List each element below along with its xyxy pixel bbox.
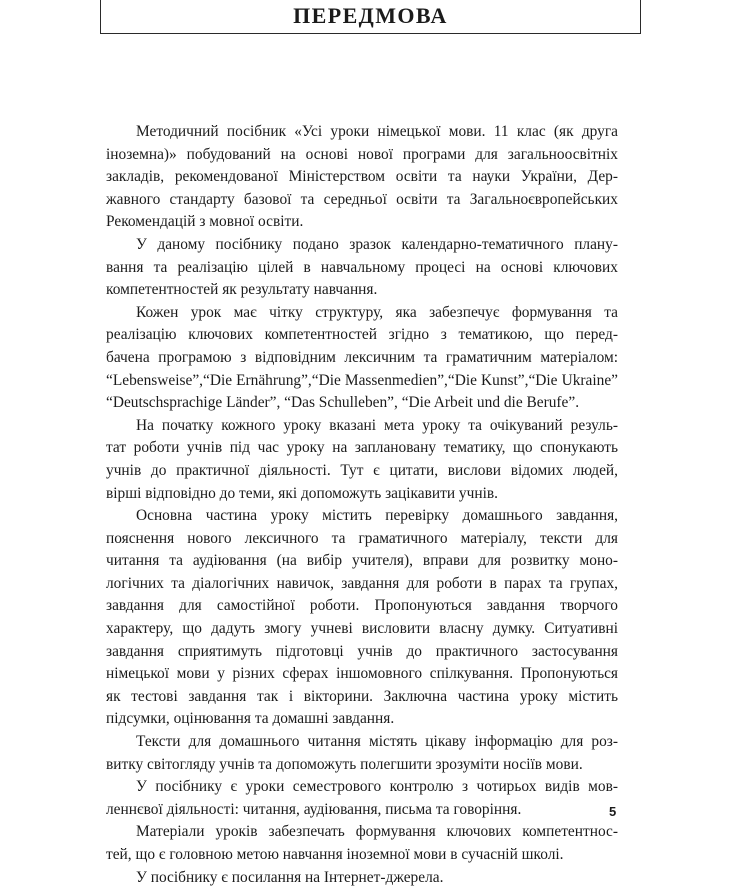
- paragraph: [106, 821, 618, 866]
- paragraph-line: завдання для самостійної роботи. Пропонуються завдання творчого: [106, 597, 618, 615]
- body-text: [106, 121, 618, 889]
- paragraph: [106, 867, 618, 889]
- page-title: ПЕРЕДМОВА: [293, 3, 448, 28]
- paragraph: [106, 234, 618, 302]
- paragraph-line: вірші відповідно до теми, які допоможуть зацікавити учнів.: [106, 484, 498, 502]
- paragraph-line: логічних та діалогічних навичок, завдання для роботи в парах та групах,: [106, 574, 618, 592]
- paragraph-line: У даному посібнику подано зразок календарно-тематичного плану-: [136, 235, 618, 253]
- paragraph: [106, 121, 618, 234]
- paragraph-line: завдання сприятимуть підготовці учнів до практичного застосування: [106, 642, 618, 660]
- paragraph: [106, 776, 618, 821]
- paragraph-line: “Deutschsprachige Länder”, “Das Schulleben”, “Die Arbeit und die Berufe”.: [106, 394, 580, 412]
- paragraph-line: Методичний посібник «Усі уроки німецької мови. 11 клас (як друга: [136, 123, 618, 140]
- paragraph-line: Матеріали уроків забезпечать формування ключових компетентнос-: [136, 823, 618, 841]
- paragraph-line: На початку кожного уроку вказані мета уроку та очікуваний резуль-: [136, 416, 618, 434]
- paragraph-line: учнів до практичної діяльності. Тут є цитати, вислови відомих людей,: [106, 461, 618, 479]
- paragraph-line: вання та реалізацію цілей в навчальному процесі на основі ключових: [106, 258, 618, 276]
- paragraph: [106, 302, 618, 415]
- paragraph-line: реалізацію ключових компетентностей згідно з тематикою, що перед-: [106, 326, 618, 344]
- paragraph-line: жавного стандарту базової та середньої освіти та Загальноєвропейських: [106, 190, 618, 208]
- paragraph-line: Тексти для домашнього читання містять цікаву інформацію для роз-: [136, 733, 618, 751]
- paragraph-line: “Lebensweise”,“Die Ernährung”,“Die Massenmedien”,“Die Kunst”,“Die Ukraine”: [106, 371, 618, 389]
- paragraph-line: У посібнику є уроки семестрового контролю з чотирьох видів мов-: [136, 778, 618, 796]
- page-number: 5: [609, 804, 617, 819]
- paragraph-line: компетентностей як результату навчання.: [106, 281, 378, 299]
- paragraph-line: Рекомендацій з мовної освіти.: [106, 213, 304, 231]
- paragraph-line: характеру, що дадуть змогу учневі висловити власну думку. Ситуативні: [106, 620, 618, 638]
- paragraph-line: Основна частина уроку містить перевірку домашнього завдання,: [136, 507, 618, 525]
- title-box: [100, 0, 641, 34]
- paragraph-line: Кожен урок має чітку структуру, яка забезпечує формування та: [136, 303, 618, 321]
- paragraph-line: тат роботи учнів під час уроку на заплановану тематику, що спонукають: [106, 439, 618, 457]
- paragraph: [106, 731, 618, 776]
- paragraph-line: бачена програмою з відповідним лексичним та граматичним матеріалом:: [106, 348, 618, 366]
- paragraph-line: німецької мови у різних сферах іншомовного спілкування. Пропонуються: [106, 665, 618, 683]
- paragraph-line: підсумки, оцінювання та домашні завдання.: [106, 710, 395, 728]
- paragraph-line: читання та аудіювання (на вибір учителя), вправи для розвитку моно-: [106, 552, 618, 570]
- paragraph-line: як тестові завдання так і вікторини. Заключна частина уроку містить: [106, 687, 618, 705]
- paragraph-line: тей, що є головною метою навчання іноземної мови в сучасній школі.: [106, 846, 564, 863]
- paragraph-line: пояснення нового лексичного та граматичного матеріалу, тексти для: [106, 529, 618, 547]
- paragraph: [106, 505, 618, 731]
- paragraph-line: закладів, рекомендованої Міністерством освіти та науки України, Дер-: [106, 168, 618, 186]
- paragraph: [106, 415, 618, 505]
- paragraph-line: У посібнику є посилання на Інтернет-джерела.: [136, 868, 444, 886]
- paragraph-line: витку світогляду учнів та допоможуть полегшити зрозуміти носіїв мови.: [106, 755, 583, 773]
- paragraph-line: леннєвої діяльності: читання, аудіювання, письма та говоріння.: [106, 800, 522, 818]
- paragraph-line: іноземна)» побудований на основі нової програми для загальноосвітніх: [106, 145, 618, 163]
